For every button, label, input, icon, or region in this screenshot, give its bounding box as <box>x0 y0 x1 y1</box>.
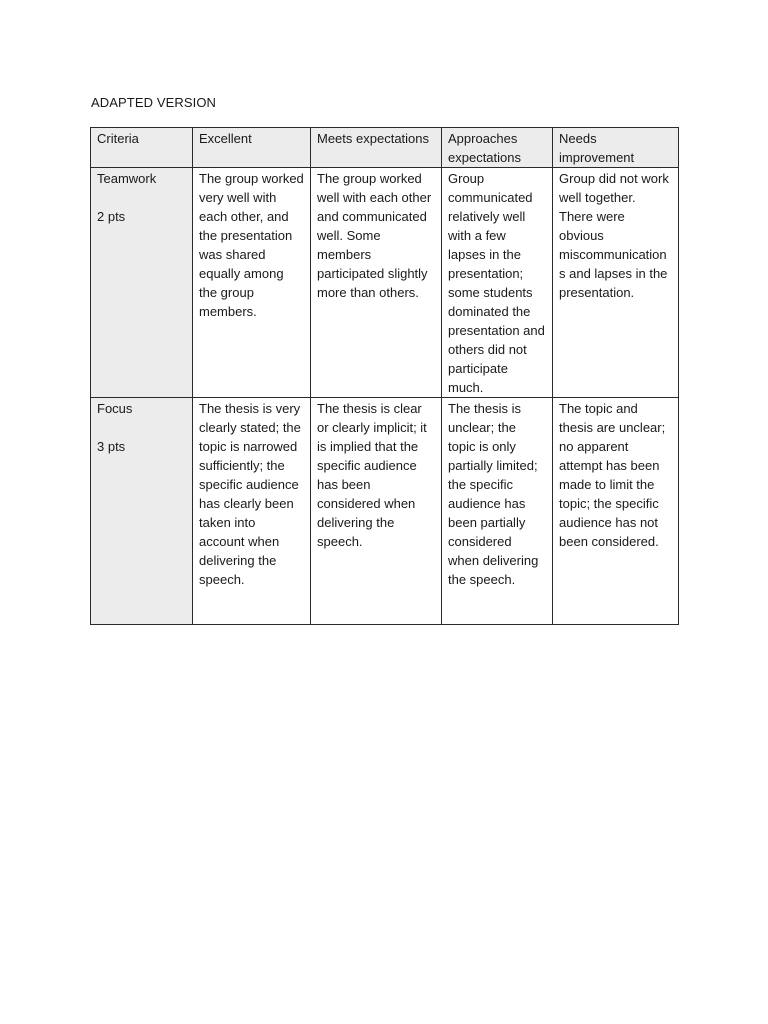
header-meets-expectations: Meets expectations <box>311 128 442 168</box>
header-excellent: Excellent <box>193 128 311 168</box>
cell-focus-excellent: The thesis is very clearly stated; the topic is narrowed sufficiently; the specific audience has clearly been taken into account when delivering the speech. <box>193 398 311 625</box>
document-title: ADAPTED VERSION <box>91 95 217 110</box>
criterion-points: 3 pts <box>97 439 126 454</box>
cell-focus-approaches: The thesis is unclear; the topic is only partially limited; the specific audience has been partially considered when delivering the speech. <box>442 398 553 625</box>
header-needs-improvement: Needs improvement <box>553 128 679 168</box>
criteria-cell-teamwork <box>91 168 193 398</box>
cell-teamwork-excellent: The group worked very well with each other, and the presentation was shared equally among the group members. <box>193 168 311 398</box>
criterion-name: Focus <box>97 401 133 416</box>
table-row <box>91 168 679 398</box>
cell-teamwork-needs: Group did not work well together. There were obvious miscommunications and lapses in the presentation. <box>553 168 679 398</box>
cell-focus-meets: The thesis is clear or clearly implicit; it is implied that the specific audience has been considered when delivering the speech. <box>311 398 442 625</box>
cell-teamwork-approaches: Group communicated relatively well with a few lapses in the presentation; some students dominated the presentation and others did not participate much. <box>442 168 553 398</box>
criteria-cell-focus <box>91 398 193 625</box>
rubric-table <box>90 127 679 625</box>
cell-teamwork-meets: The group worked well with each other and communicated well. Some members participated slightly more than others. <box>311 168 442 398</box>
table-row <box>91 398 679 625</box>
cell-focus-needs: The topic and thesis are unclear; no apparent attempt has been made to limit the topic; the specific audience has not been considered. <box>553 398 679 625</box>
rubric-header-row <box>91 128 679 168</box>
criterion-name: Teamwork <box>97 171 157 186</box>
criterion-points: 2 pts <box>97 209 126 224</box>
header-criteria: Criteria <box>91 128 193 168</box>
header-approaches-expectations: Approaches expectations <box>442 128 553 168</box>
